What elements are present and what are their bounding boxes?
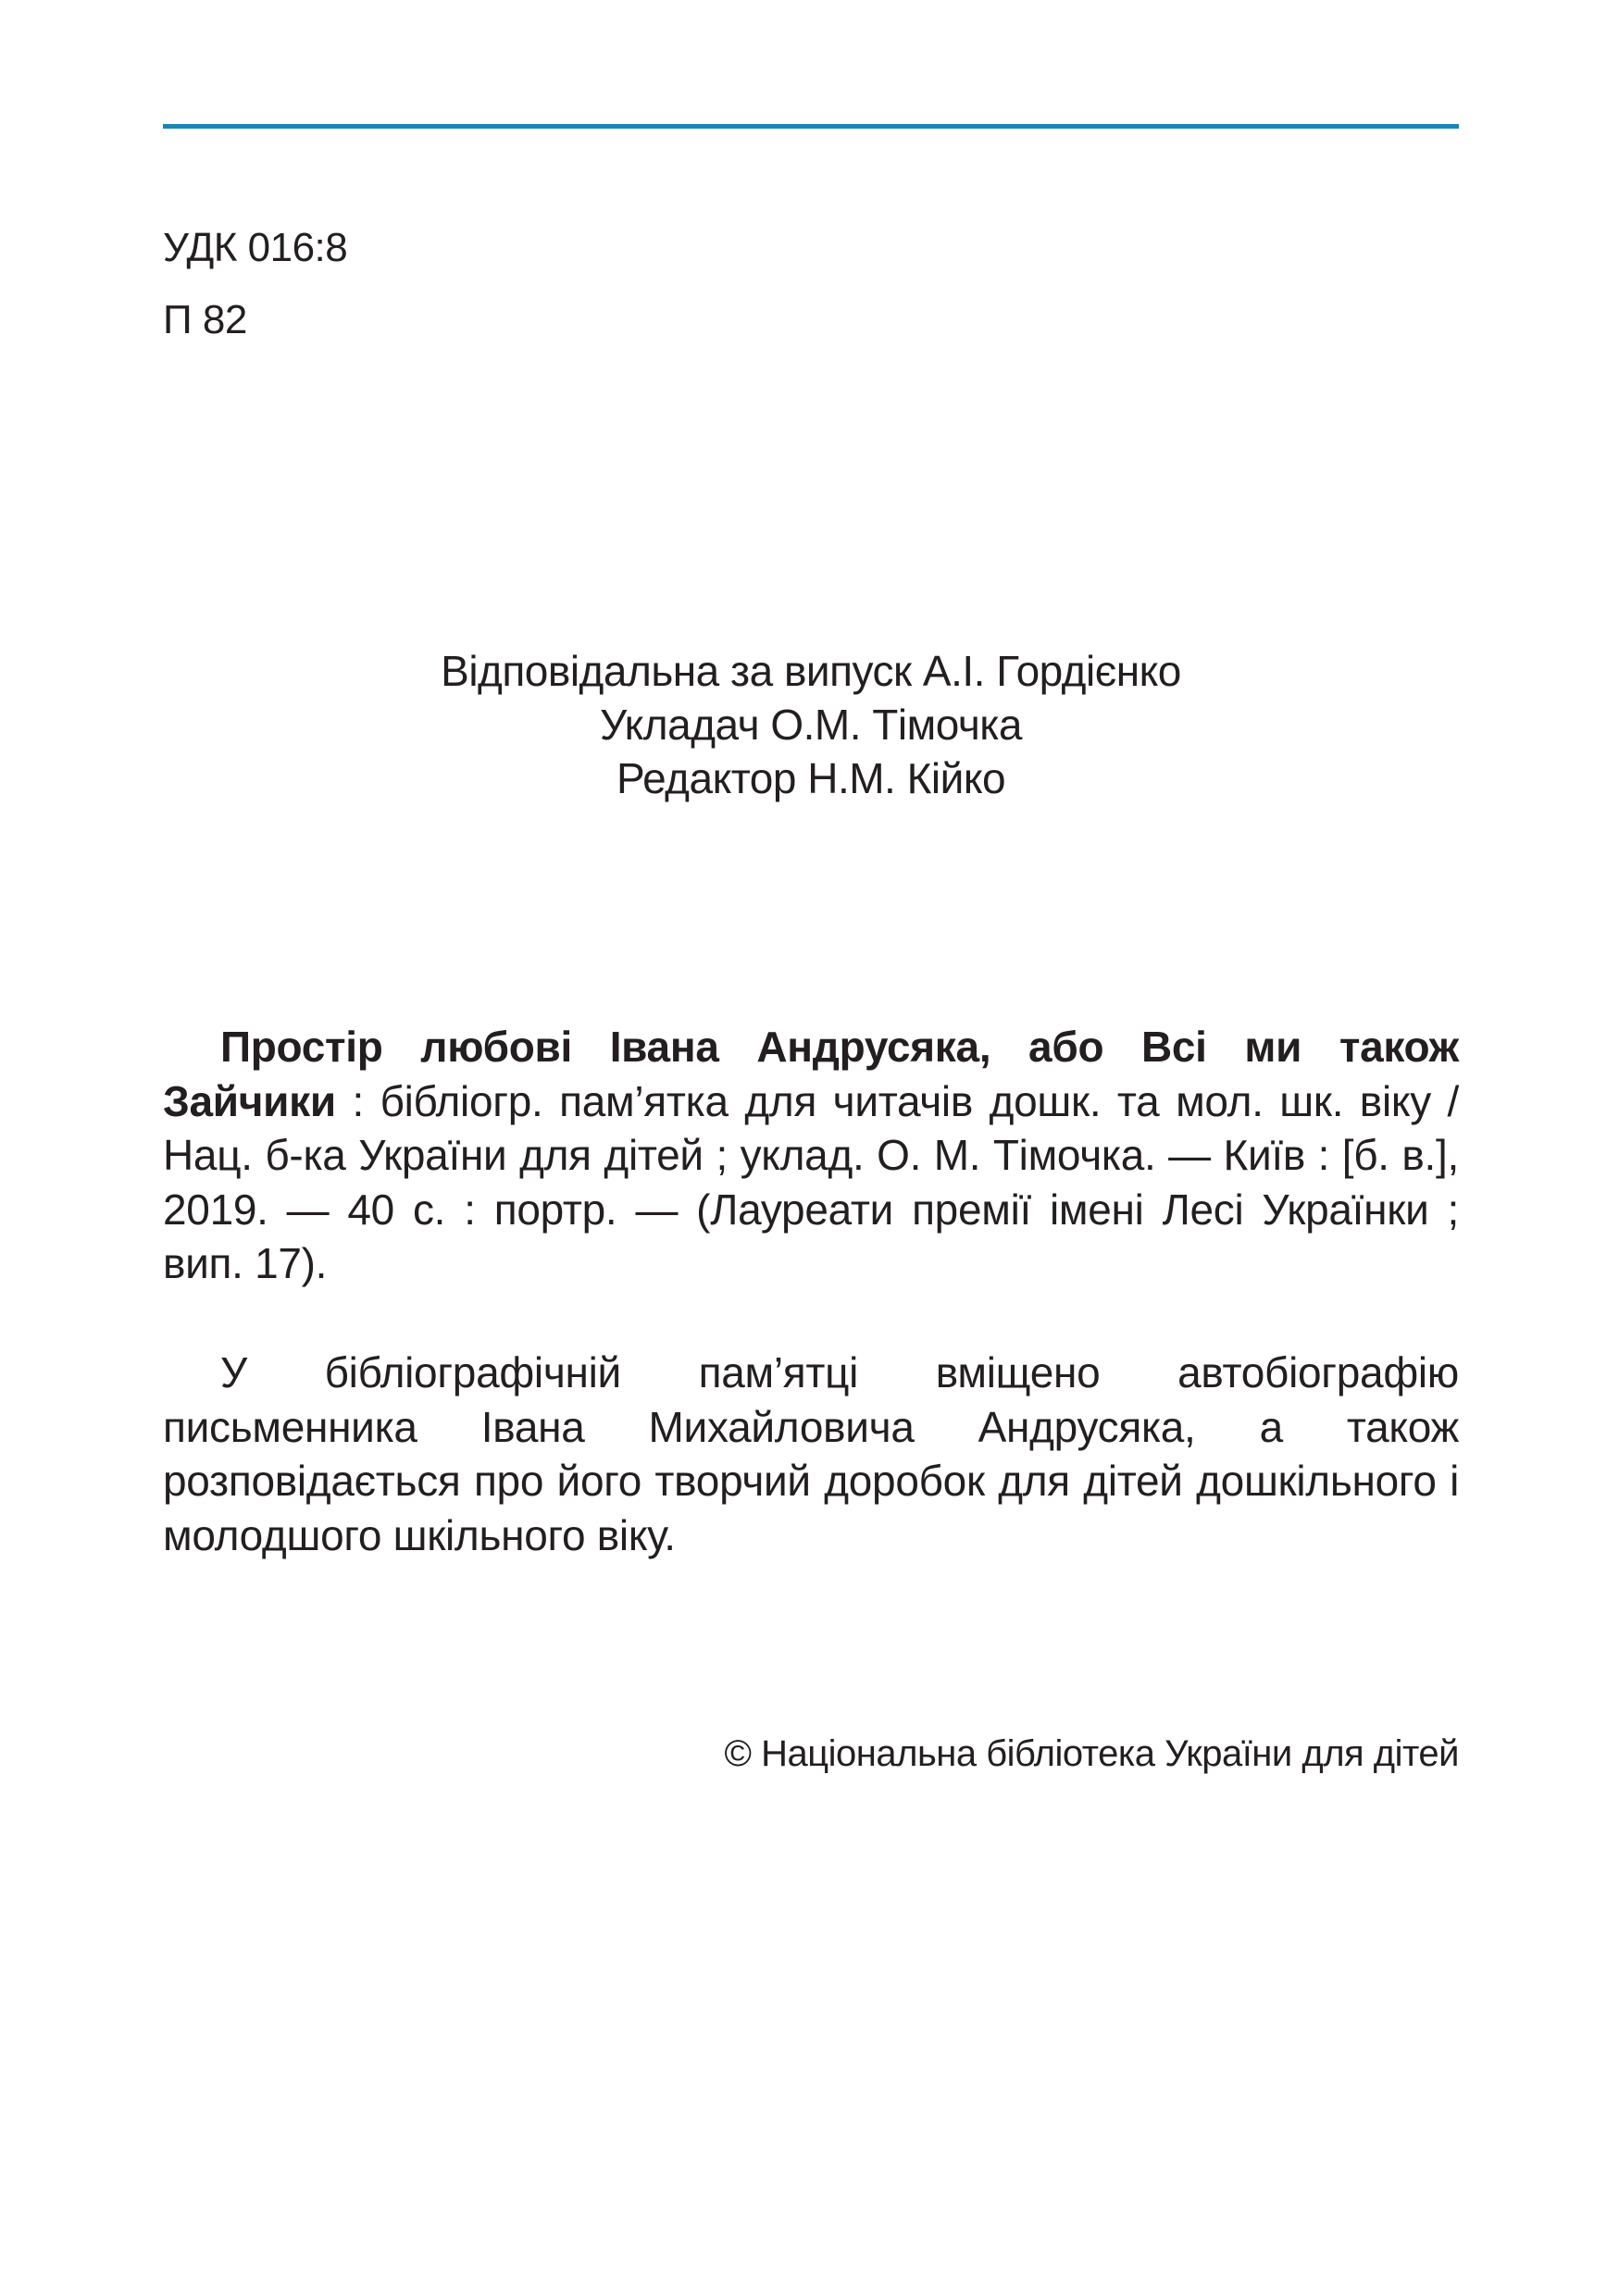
credit-responsible: Відповідальна за випуск А.І. Гордієнко [441, 647, 1181, 695]
credits-block [163, 644, 1459, 805]
udk-code: УДК 016:8 [163, 225, 348, 270]
credit-compiler: Укладач О.М. Тімочка [599, 701, 1023, 749]
record-title: Простір любові Івана Андрусяка, або Всі ми також Зайчики [163, 1023, 1459, 1125]
author-sign: П 82 [163, 297, 247, 342]
abstract: У бібліографічній пам’ятці вміщено автобіографію письменника Івана Михайловича Андрусяка, а також розповідається про його творчий доробок для дітей дошкільного і молодшого шкільного віку. [163, 1348, 1459, 1559]
copyright-notice: © Національна бібліотека України для дітей [724, 1733, 1459, 1774]
bibliographic-record [163, 1020, 1459, 1291]
record-description: : бібліогр. пам’ятка для читачів дошк. та мол. шк. віку / Нац. б-ка України для дітей ; уклад. О. М. Тімочка. — Київ : [б. в.], 2019. — 40 с. : портр. — (Лауреати премії імені Лесі Українки ; вип. 17). [163, 1076, 1459, 1287]
credit-editor: Редактор Н.М. Кійко [616, 754, 1006, 802]
header-rule [163, 124, 1459, 129]
